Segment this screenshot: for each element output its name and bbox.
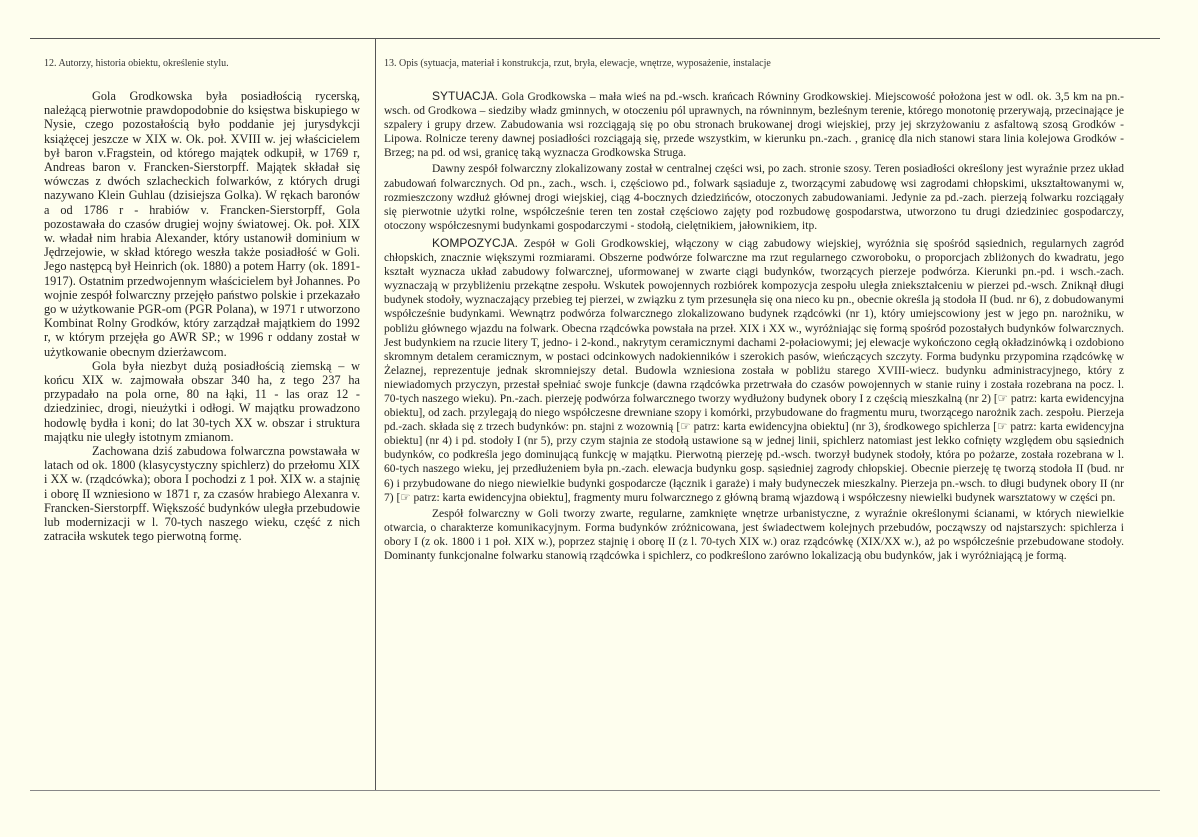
history-paragraph: Gola Grodkowska była posiadłością rycerską, należącą pierwotnie prawdopodobnie do księstwa biskupiego w Nysie, czego pozostałością było poddanie jej jurysdykcji książęcej jeszcze w XIX w. Ok. poł. XVIII w. jej właścicielem był baron v.Fragstein, od którego majątek odkupił, w 1769 r, Andreas baron v. Francken-Sierstorpff. Majątek składał się wówczas z dwóch szlacheckich folwarków, z których drugi nazywano Klein Guhlau (dzisiejsza Golka). W rękach baronów a od 1786 r - hrabiów v. Francken-Sierstorpff, Gola pozostawała do czasów drugiej wojny światowej. Ok. poł. XIX w. władał nim hrabia Alexander, który ustanowił dominium w Jędrzejowie, w skład którego weszła także posiadłość w Goli. Jego następcą był Heinrich (ok. 1880) a potem Harry (ok. 1891-1917). Ostatnim przedwojennym właścicielem był Johannes. Po wojnie zespół folwarczny przejęło państwo polskie i przekazało go w użytkowanie PGR-om (PGR Polana), w 1971 r utworzono Kombinat Rolny Grodków, który zarządzał majątkiem do 1992 r, w którym przejęła go AWR SP.; w 1996 r oddany został w użytkowanie obecnym dzierżawcom. bbox=[44, 89, 360, 359]
history-paragraph: Gola była niezbyt dużą posiadłością ziemską – w końcu XIX w. zajmowała obszar 340 ha, z tego 237 ha przypadało na pola orne, 80 na łąki, 11 - las oraz 12 - dziedziniec, drogi, nieużytki i odłogi. W majątku prowadzono hodowlę bydła i koni; do lat 30-tych XX w. obszar i struktura majątku nie uległy istotnym zmianom. bbox=[44, 358, 360, 444]
history-column bbox=[44, 58, 360, 544]
bottom-rule bbox=[30, 790, 1160, 791]
description-column bbox=[384, 58, 1124, 565]
history-paragraph: Zachowana dziś zabudowa folwarczna powstawała w latach od ok. 1800 (klasycystyczny spichlerz) do przełomu XIX i XX w. (rządcówka); obora I pochodzi z 1 poł. XIX w. a stajnię i oborę II wzniesiono w 1871 r, za czasów hrabiego Alexanra v. Francken-Sierstorpff. Większość budynków uległa przebudowie lub modernizacji w l. 70-tych naszego wieku, część z nich zatraciła wskutek tego pierwotną formę. bbox=[44, 444, 360, 544]
history-heading: 12. Autorzy, historia obiektu, określenie stylu. bbox=[44, 58, 229, 69]
composition-paragraph bbox=[384, 236, 1124, 505]
situation-paragraph bbox=[384, 89, 1124, 160]
composition-paragraph-2: Zespół folwarczny w Goli tworzy zwarte, regularne, zamknięte wnętrze urbanistyczne, z wyraźnie określonymi ścianami, w których niewielkie otwarcia, o charakterze komunikacyjnym. Forma budynków zróżnicowana, jest świadectwem kolejnych przebudów, począwszy od najstarszych: spichlerza i obory I (z ok. 1800 i 1 poł. XIX w.), poprzez stajnię i oborę II (z l. 70-tych XIX w.) oraz rządcówkę (XIX/XX w.), aż po współcześnie przebudowane stodoły. Dominanty funkcjonalne folwarku stanowią rządcówka i spichlerz, co podkreślono zarówno lokalizacją obu budynków, jak i wyróżniającą je formą. bbox=[384, 507, 1124, 562]
situation-text: Gola Grodkowska – mała wieś na pd.-wsch. krańcach Równiny Grodkowskiej. Miejscowość położona jest w odl. ok. 3,5 km na pn.-wsch. od Grodkowa – siedziby władz gminnych, w otoczeniu pól uprawnych, na równinnym, bezleśnym terenie, którego monotonię przerywają, przecinające je szpalery i grupy drzew. Zabudowania wsi rozciągają się po obu stronach brukowanej drogi wiejskiej, przy jej skrzyżowaniu z asfaltową szosą Grodków - Lipowa. Rolnicze tereny dawnej posiadłości rozciągają się, przede wszystkim, w kierunku pn.-zach. , granicę dla nich stanowi stara linia kolejowa Grodków - Brzeg; na pd. od wsi, granicę taką wyznacza Grodkowska Struga. bbox=[384, 91, 1124, 160]
situation-paragraph-2: Dawny zespół folwarczny zlokalizowany został w centralnej części wsi, po zach. stronie szosy. Teren posiadłości określony jest wyraźnie przez układ zabudowań folwarcznych. Od pn., zach., wsch. i, częściowo pd., folwark sąsiaduje z, tworzącymi zabudowę wsi zagrodami chłopskimi, ukształtowanymi w, rozmieszczony wzdłuż głównej drogi wiejskiej, ciąg 4-bocznych dziedzińców, otoczonych zabudowaniami. Jedynie za pd.-zach. pierzeją folwarku rozciągały się pierwotnie użytki rolne, współcześnie teren ten został częściowo zajęty pod rozbudowę gospodarstwa, utworzono tu drugi dziedziniec gospodarczy, otoczony współczesnymi budynkami gospodarczymi - stodołą, cielętnikiem, jałownikiem, itp. bbox=[384, 163, 1124, 232]
column-divider bbox=[375, 38, 376, 790]
situation-lead: SYTUACJA. bbox=[432, 89, 499, 103]
top-rule bbox=[30, 38, 1160, 39]
composition-lead: KOMPOZYCJA. bbox=[432, 235, 519, 250]
composition-text: Zespół w Goli Grodkowskiej, włączony w ciąg zabudowy wiejskiej, wyróżnia się spośród sąsiednich, regularnych zagród chłopskich, znacznie większymi rozmiarami. Obszerne podwórze folwarczne ma rzut regularnego czworoboku, o proporcjach zbliżonych do kwadratu, jego kształt wyznacza układ zabudowy folwarcznej, uformowanej w zwarte ciągi budynków, tworzących pierzeje podwórza. Kierunki pn.-pd. i wsch.-zach. wyznaczają w przybliżeniu przekątne zespołu. Wskutek powojennych rozbiórek kompozycja zespołu uległa zniekształceniu w pierzei pd.-wsch. Zniknął długi budynek stodoły, wyznaczający przebieg tej pierzei, w związku z tym przesunęła się ona nieco ku pn., obecnie określa ją stodoła II (bud. nr 6), z dobudowanymi współcześnie budynkami. Wewnątrz podwórza folwarcznego zlokalizowano budynek rządcówki (nr 1), który umiejscowiony jest w jego pn. narożniku, w pobliżu głównego wjazdu na folwark. Obecna rządcówka powstała na przeł. XIX i XX w., wyróżniając się formą spośród pozostałych budynków folwarcznych. Jest budynkiem na rzucie litery T, jedno- i 2-kond., nakrytym ceramicznymi dachami 2-połaciowymi; jej elewacje wykończono cegłą okładzinówką i ozdobiono skromnym detalem ceramicznym, w postaci odcinkowych nadokienników i szerokich pasów, wieńczących szczyty. Forma budynku przypomina rządcówkę w Żelaznej, reprezentuje jednak skromniejszy detal. Budowla wzniesiona została w pobliżu starego XVIII-wiecz. budynku administracyjnego, który z niewiadomych przyczyn, przestał spełniać swoje funkcje (dawna rządcówka przetrwała do czasów powojennych w stanie ruiny i została rozebrana na pocz. l. 70-tych naszego wieku). Pn.-zach. pierzeję podwórza folwarcznego tworzy wydłużony budynek obory I z częścią mieszkalną (nr 2) [☞ patrz: karta ewidencyjna obiektu], od zach. przylegają do niego współczesne drewniane szopy i komórki, przybudowane do fragmentu muru, tworzącego narożnik zach. zespołu. Pierzeja pd.-zach. składa się z trzech budynków: pn. stajni z wozownią [☞ patrz: karta ewidencyjna obiektu] (nr 3), środkowego spichlerza [☞ patrz: karta ewidencyjna obiektu] (nr 4) i pd. stodoły I (nr 5), przy czym stajnia ze stodołą ustawione są w jednej linii, spichlerz natomiast jest lekko cofnięty względem obu sąsiednich budynków, co podkreśla jego dominującą funkcję w majątku. Pierwotną pierzeję pd.-wsch. tworzył budynek stodoły, która po pożarze, została rozebrana w l. 60-tych naszego wieku, jej przedłużeniem była pn.-zach. elewacja budynku gosp. sąsiedniej zagrody chłopskiej. Obecnie pierzeję tę tworzą stodoła II (bud. nr 6) i przybudowane do niego niewielkie budynki gospodarcze (łącznik i garaże) i mały budyneczek mieszkalny. Pierzeja pn.-wsch. to długi budynek obory II (nr 7) [☞ patrz: karta ewidencyjna obiektu], fragmenty muru folwarcznego z główną bramą wjazdową i współczesny niewielki budynek warsztatowy w części pn. bbox=[384, 237, 1125, 504]
description-heading: 13. Opis (sytuacja, materiał i konstrukcja, rzut, bryła, elewacje, wnętrze, wyposażenie, instalacje bbox=[384, 58, 771, 69]
